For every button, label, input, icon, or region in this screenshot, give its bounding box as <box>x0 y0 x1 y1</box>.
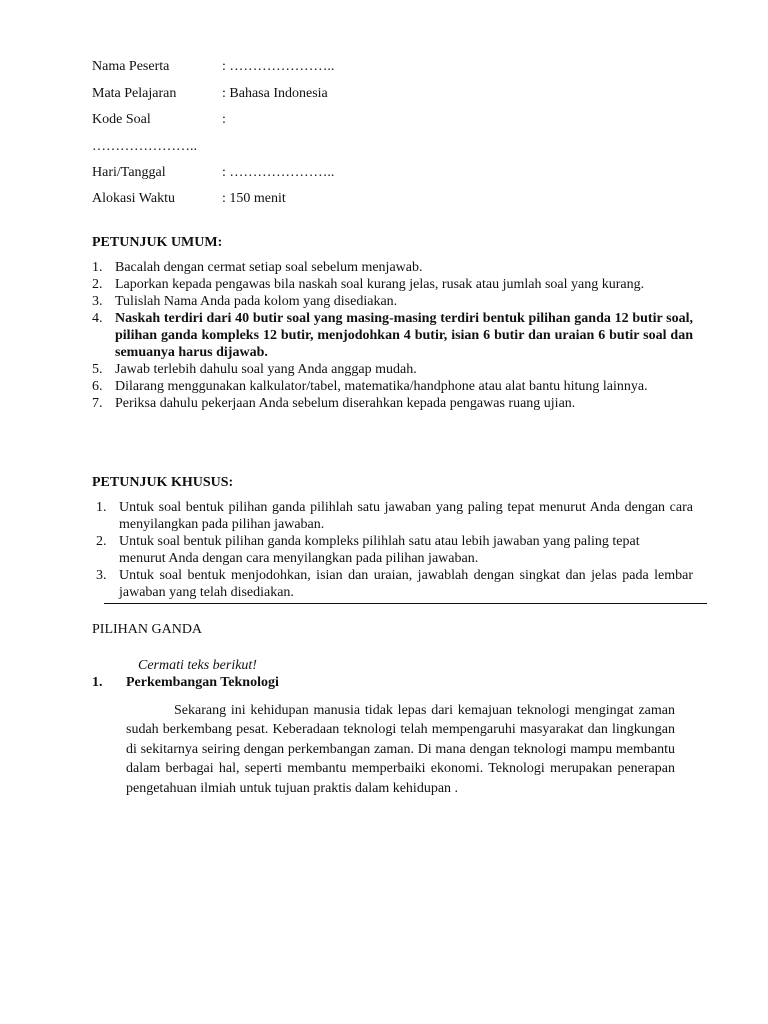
section-title: PILIHAN GANDA <box>92 622 203 637</box>
info-label-waktu: Alokasi Waktu <box>92 191 175 206</box>
list-item <box>96 499 693 533</box>
info-value-waktu: : 150 menit <box>222 191 286 206</box>
info-label-pelajaran: Mata Pelajaran <box>92 86 177 101</box>
section-divider <box>104 603 707 604</box>
list-item <box>92 310 693 361</box>
list-item <box>92 259 693 276</box>
info-label-nama: Nama Peserta <box>92 59 170 74</box>
info-label-kode: Kode Soal <box>92 112 151 127</box>
list-text: Untuk soal bentuk pilihan ganda pilihlah satu jawaban yang paling tepat menurut Anda dengan cara menyilangkan pada pilihan jawaban. <box>119 500 693 532</box>
list-number: 7. <box>92 396 103 411</box>
question-title: Perkembangan Teknologi <box>126 675 279 690</box>
list-number: 1. <box>96 500 107 515</box>
info-label-tanggal: Hari/Tanggal <box>92 165 166 180</box>
list-text: Dilarang menggunakan kalkulator/tabel, matematika/handphone atau alat bantu hitung lainnya. <box>115 379 648 394</box>
list-text: Bacalah dengan cermat setiap soal sebelum menjawab. <box>115 260 423 275</box>
list-text: Untuk soal bentuk pilihan ganda kompleks pilihlah satu atau lebih jawaban yang paling tepat menurut Anda dengan cara menyilangkan pada pilihan jawaban. <box>119 534 640 566</box>
list-number: 2. <box>96 534 107 549</box>
list-item <box>96 533 693 567</box>
list-item <box>92 276 693 293</box>
list-number: 3. <box>96 568 107 583</box>
info-value-pelajaran: : Bahasa Indonesia <box>222 86 328 101</box>
info-value-nama: : ………………….. <box>222 59 335 74</box>
petunjuk-khusus-list <box>96 499 693 601</box>
reading-paragraph: Sekarang ini kehidupan manusia tidak lepas dari kemajuan teknologi mengingat zaman sudah berkembang pesat. Keberadaan teknologi telah mempengaruhi masyarakat dan lingkungan di sekitarnya seiring dengan perkembangan zaman. Di mana dengan teknologi mampu membantu dalam berbagai hal, seperti membantu memperbaiki ekonomi. Teknologi merupakan penerapan pengetahuan ilmiah untuk tujuan praktis dalam kehidupan . <box>126 703 675 796</box>
info-value-kode: : <box>222 112 226 127</box>
petunjuk-khusus-heading: PETUNJUK KHUSUS: <box>92 475 234 490</box>
list-item <box>92 361 693 378</box>
list-number: 2. <box>92 277 103 292</box>
question-number: 1. <box>92 675 103 690</box>
list-text: Untuk soal bentuk menjodohkan, isian dan uraian, jawablah dengan singkat dan jelas pada lembar jawaban yang telah disediakan. <box>119 568 693 600</box>
list-text: Naskah terdiri dari 40 butir soal yang masing-masing terdiri bentuk pilihan ganda 12 butir soal, pilihan ganda kompleks 12 butir, menjodohkan 4 butir, isian 6 butir dan uraian 6 butir soal dan semuanya harus dijawab. <box>115 311 693 360</box>
petunjuk-umum-heading: PETUNJUK UMUM: <box>92 235 223 250</box>
info-value-tanggal: : ………………….. <box>222 165 335 180</box>
list-item <box>92 395 693 412</box>
section-instruction: Cermati teks berikut! <box>138 658 257 673</box>
list-item <box>92 378 693 395</box>
list-item <box>96 567 693 601</box>
list-text: Jawab terlebih dahulu soal yang Anda anggap mudah. <box>115 362 417 377</box>
info-kode-dots: ………………….. <box>92 139 197 154</box>
list-text: Tulislah Nama Anda pada kolom yang disediakan. <box>115 294 398 309</box>
list-item <box>92 293 693 310</box>
petunjuk-umum-list <box>92 259 693 412</box>
list-number: 1. <box>92 260 103 275</box>
list-number: 6. <box>92 379 103 394</box>
list-text: Periksa dahulu pekerjaan Anda sebelum diserahkan kepada pengawas ruang ujian. <box>115 396 576 411</box>
list-number: 4. <box>92 311 103 326</box>
list-number: 5. <box>92 362 103 377</box>
list-text: Laporkan kepada pengawas bila naskah soal kurang jelas, rusak atau jumlah soal yang kurang. <box>115 277 645 292</box>
list-number: 3. <box>92 294 103 309</box>
